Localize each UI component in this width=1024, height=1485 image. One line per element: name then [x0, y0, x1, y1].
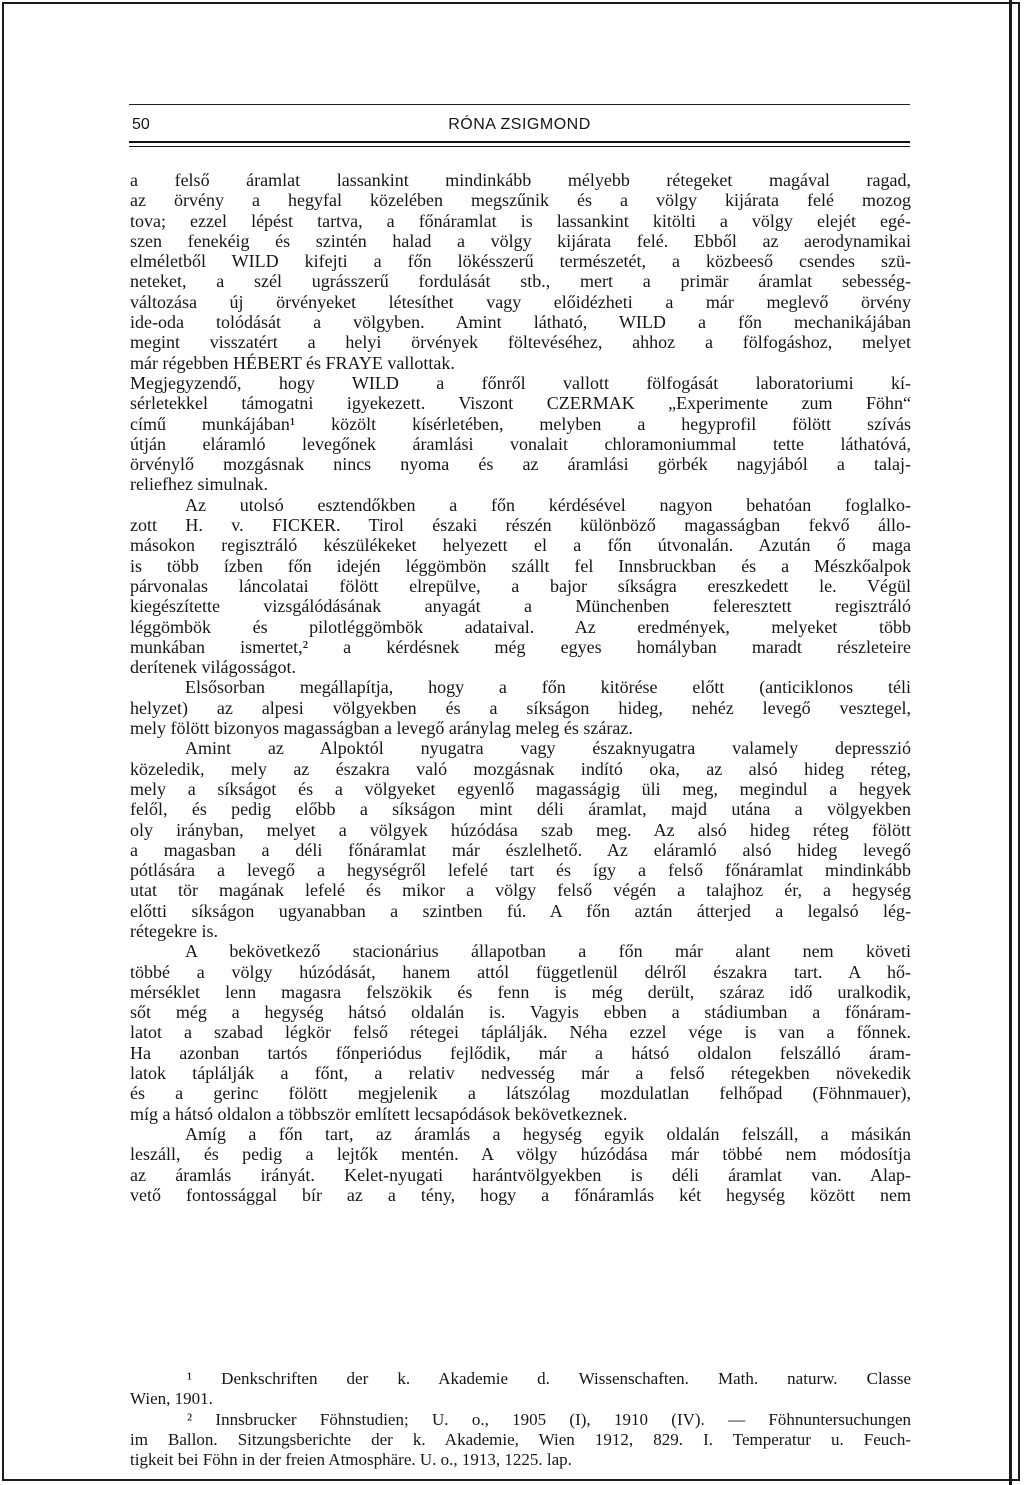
text-line: léggömbök és pilotléggömbök adataival. Az eredmények, melyeket több — [130, 616, 911, 637]
header-double-rule-thin — [129, 146, 910, 147]
text-line: mérséklet lenn magasra felszökik és fenn is még derült, száraz idő uralkodik, — [130, 981, 911, 1002]
text-line: Amíg a főn tart, az áramlás a hegység egyik oldalán felszáll, a másikán — [185, 1123, 911, 1144]
text-line: című munkájában¹ közölt kísérletében, melyben a hegyprofil fölött szívás — [130, 413, 911, 434]
text-line: másokon regisztráló készülékeket helyezett el a főn útvonalán. Azután ő maga — [130, 535, 911, 556]
text-line: Megjegyzendő, hogy WILD a főnről vallott fölfogását laboratoriumi kí- — [130, 372, 911, 393]
text-line: párvonalas láncolatai fölött elrepülve, a bajor síkságra ereszkedett le. Végül — [130, 575, 911, 596]
text-line: közeledik, mely az északra való mozgásnak indító oka, az alsó hideg réteg, — [130, 758, 911, 779]
text-line: és a gerinc fölött megjelenik a látszólag mozdulatlan felhőpad (Föhnmauer), — [130, 1083, 911, 1104]
text-line: az örvény a hegyfal közelében megszűnik és a völgy kijárata felé mozog — [130, 190, 911, 211]
text-line: sőt még a hegység hátsó oldalán is. Vagyis ebben a stádiumban a főnáram- — [130, 1002, 911, 1023]
text-line: Amint az Alpoktól nyugatra vagy északnyugatra valamely depresszió — [185, 738, 911, 759]
text-line: a felső áramlat lassankint mindinkább mélyebb rétegeket magával ragad, — [130, 170, 911, 190]
text-line: rétegekre is. — [130, 920, 218, 941]
text-line: többé a völgy húzódását, hanem attól függetlenül délről északra tart. A hő- — [130, 961, 911, 982]
text-line: megint visszatért a helyi örvények föltevéséhez, ahhoz a fölfogáshoz, melyet — [130, 332, 911, 353]
text-line: elméletből WILD kifejti a főn lökésszerű természetét, a közbeeső csendes szü- — [130, 251, 911, 272]
text-line: kiegészítette vizsgálódásának anyagát a Münchenben feleresztett regisztráló — [130, 596, 911, 617]
text-line: előtti síkságon ugyanabban a szintben fú. A főn aztán átterjed a legalsó lég- — [130, 900, 911, 921]
text-line: Elsősorban megállapítja, hogy a főn kitörése előtt (anticiklonos téli — [185, 677, 911, 698]
text-line: pótlására a levegő a hegységről lefelé tart és így a felső főnáramlat mindinkább — [130, 860, 911, 881]
text-line: zott H. v. FICKER. Tirol északi részén különböző magasságban fekvő állo- — [130, 515, 911, 536]
footnotes — [130, 1369, 911, 1470]
text-line: is több ízben főn idején léggömbön szállt fel Innsbruckban és a Mészkőalpok — [130, 555, 911, 576]
header-top-rule — [129, 104, 910, 105]
text-line: tova; ezzel lépést tartva, a főnáramlat is lassankint kitölti a völgy elejét egé- — [130, 210, 911, 231]
footnote-line: ² Innsbrucker Föhnstudien; U. o., 1905 (I), 1910 (IV). — Föhnuntersuchungen — [187, 1409, 911, 1429]
text-line: Az utolsó esztendőkben a főn kérdésével nagyon behatóan foglalko- — [185, 494, 911, 515]
text-line: munkában ismertet,² a kérdésnek még egyes homályban maradt részleteire — [130, 636, 911, 657]
text-line: felől, és pedig előbb a síkságon mint déli áramlat, majd utána a völgyekben — [130, 799, 911, 820]
text-line: szen fenekéig és szintén halad a völgy kijárata felé. Ebből az aerodynamikai — [130, 230, 911, 251]
text-line: Ha azonban tartós főnperiódus fejlődik, már a hátsó oldalon felszálló áram- — [130, 1042, 911, 1063]
text-line: derítenek világosságot. — [130, 657, 296, 678]
header-double-rule-thick — [129, 141, 910, 143]
footnote-line: tigkeit bei Föhn in der freien Atmosphäre. U. o., 1913, 1225. lap. — [130, 1450, 572, 1470]
text-line: mely a síkságot és a völgyeket egyenlő magasságig üli meg, megindul a hegyek — [130, 778, 911, 799]
page-number: 50 — [132, 116, 150, 133]
text-line: változása új örvényeket létesíthet vagy előidézheti a már meglevő örvény — [130, 291, 911, 312]
text-line: latok táplálják a főnt, a relativ nedvesség már a felső rétegekben növekedik — [130, 1063, 911, 1084]
text-line: neteket, a szél ugrásszerű fordulását stb., mert a primär áramlat sebesség- — [130, 271, 911, 292]
text-line: leszáll, és pedig a lejtők mentén. A völgy húzódása már többé nem módosítja — [130, 1144, 911, 1165]
text-line: latot a szabad légkör felső rétegei táplálják. Néha ezzel vége is van a főnnek. — [130, 1022, 911, 1043]
footnote-line: im Ballon. Sitzungsberichte der k. Akademie, Wien 1912, 829. I. Temperatur u. Feuch- — [130, 1429, 911, 1449]
text-line: útján eláramló levegőnek áramlási vonalait chloramoniummal tette láthatóvá, — [130, 433, 911, 454]
text-line: a magasban a déli főnáramlat már észlelhető. Az eláramló alsó hideg levegő — [130, 839, 911, 860]
text-line: örvénylő mozgásnak nincs nyoma és az áramlási görbék nagyjából a talaj- — [130, 454, 911, 475]
page-edge-border — [1009, 0, 1012, 1485]
text-line: az áramlás irányát. Kelet-nyugati harántvölgyekben is déli áramlat van. Alap- — [130, 1164, 911, 1185]
text-line: oly irányban, melyet a völgyek húzódása szab meg. Az alsó hideg réteg fölött — [130, 819, 911, 840]
text-line: ide-oda tolódását a völgyben. Amint látható, WILD a főn mechanikájában — [130, 312, 911, 333]
running-head: RÓNA ZSIGMOND — [448, 116, 591, 133]
text-line: reliefhez simulnak. — [130, 474, 268, 495]
text-line: sérletekkel támogatni igyekezett. Viszont CZERMAK „Experimente zum Föhn“ — [130, 393, 911, 414]
text-line: helyzet) az alpesi völgyekben és a síkságon hideg, nehéz levegő vesztegel, — [130, 697, 911, 718]
footnote-line: ¹ Denkschriften der k. Akademie d. Wissenschaften. Math. naturw. Classe — [187, 1369, 911, 1388]
text-line: mely fölött bizonyos magasságban a levegő aránylag meleg és száraz. — [130, 718, 633, 739]
text-line: A bekövetkező stacionárius állapotban a főn már alant nem követi — [185, 941, 911, 962]
footnote-line: Wien, 1901. — [130, 1389, 213, 1409]
text-line: már régebben HÉBERT és FRAYE vallottak. — [130, 352, 455, 373]
body-text — [130, 170, 911, 1205]
page-header — [129, 116, 910, 140]
text-line: míg a hátsó oldalon a többször említett lecsapódások bekövetkeznek. — [130, 1103, 628, 1124]
text-line: utat tör magának lefelé és mikor a völgy felső végén a talajhoz ér, a hegység — [130, 880, 911, 901]
text-line: vető fontossággal bír az a tény, hogy a főnáramlás két hegység között nem — [130, 1184, 911, 1205]
